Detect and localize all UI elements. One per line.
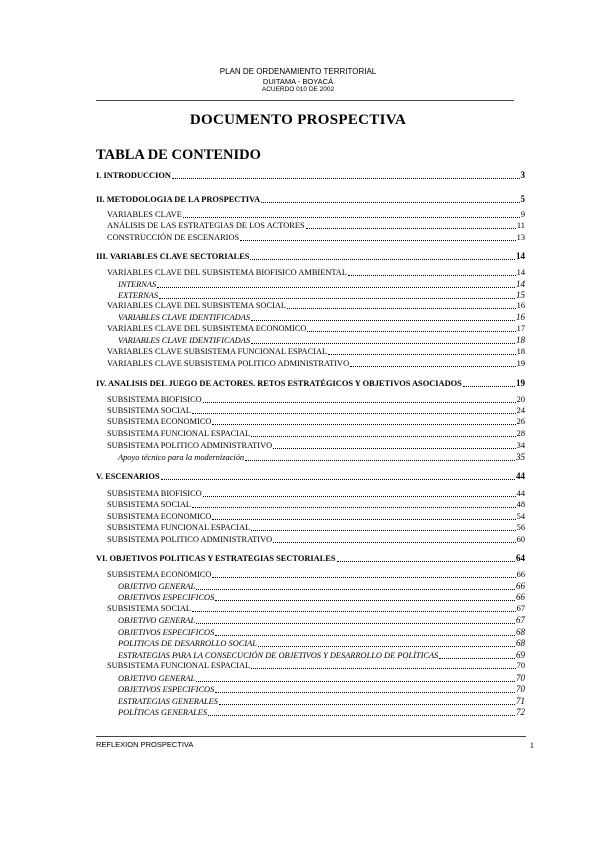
- toc-entry-label: VARIABLES CLAVE SUBSISTEMA FUNCIONAL ESPACIAL: [107, 347, 328, 356]
- toc-leader-dots: [250, 258, 515, 260]
- toc-entry-page: 67: [516, 604, 525, 613]
- toc-entry[interactable]: [107, 524, 525, 532]
- toc-leader-dots: [212, 576, 515, 578]
- toc-entry-label: SUBSISTEMA SOCIAL: [107, 500, 191, 509]
- toc-entry-label: Apoyo técnico para la modernización: [118, 453, 245, 462]
- toc-entry-page: 9: [520, 210, 525, 219]
- toc-entry-label: SUBSISTEMA POLITICO ADMINISTRATIVO: [107, 535, 273, 544]
- toc-leader-dots: [258, 645, 515, 647]
- toc-entry-label: VARIABLES CLAVE SUBSISTEMA POLITICO ADMINISTRATIVO: [107, 359, 350, 368]
- toc-entry-label: OBJETIVOS ESPECIFICOS: [118, 593, 215, 602]
- toc-entry[interactable]: [118, 313, 525, 322]
- toc-entry[interactable]: [118, 685, 525, 694]
- toc-entry-page: 24: [516, 406, 525, 415]
- toc-entry-label: EXTERNAS: [118, 291, 159, 300]
- toc-entry-label: III. VARIABLES CLAVE SECTORIALES: [96, 252, 250, 261]
- toc-entry-page: 20: [516, 395, 525, 404]
- toc-entry[interactable]: [118, 280, 525, 289]
- toc-leader-dots: [203, 495, 516, 497]
- toc-entry-label: II. METODOLOGIA DE LA PROSPECTIVA: [96, 195, 261, 204]
- toc-entry[interactable]: [107, 513, 525, 521]
- toc-entry[interactable]: [107, 442, 525, 450]
- toc-leader-dots: [212, 518, 515, 520]
- toc-entry-page: 15: [516, 290, 525, 300]
- toc-entry-page: 14: [516, 279, 525, 289]
- toc-entry-page: 17: [516, 324, 525, 333]
- toc-entry[interactable]: [118, 582, 525, 591]
- toc-leader-dots: [219, 703, 515, 705]
- toc-entry[interactable]: [118, 639, 525, 648]
- toc-leader-dots: [215, 599, 515, 601]
- toc-entry-label: SUBSISTEMA ECONOMICO: [107, 417, 212, 426]
- toc-entry[interactable]: [107, 571, 525, 579]
- toc-entry-page: 11: [516, 221, 525, 230]
- toc-leader-dots: [172, 177, 520, 179]
- toc-entry-label: VARIABLES CLAVE: [107, 210, 182, 219]
- toc-leader-dots: [251, 435, 515, 437]
- toc-entry-page: 13: [516, 233, 525, 242]
- toc-entry-page: 70: [516, 673, 525, 683]
- toc-entry-page: 18: [516, 347, 525, 356]
- toc-leader-dots: [245, 459, 515, 461]
- toc-entry-label: SUBSISTEMA FUNCIONAL ESPACIAL: [107, 661, 251, 670]
- toc-entry-label: VARIABLES CLAVE DEL SUBSISTEMA ECONOMICO: [107, 324, 307, 333]
- toc-entry-page: 56: [516, 523, 525, 532]
- toc-entry-page: 14: [516, 268, 525, 277]
- toc-leader-dots: [251, 529, 515, 531]
- toc-entry-page: 68: [516, 627, 525, 637]
- toc-entry[interactable]: [96, 195, 525, 204]
- toc-entry-page: 44: [516, 489, 525, 498]
- toc-leader-dots: [307, 330, 515, 332]
- toc-entry-page: 35: [516, 452, 525, 462]
- toc-leader-dots: [273, 541, 515, 543]
- toc-entry[interactable]: [107, 222, 525, 230]
- toc-entry[interactable]: [107, 407, 525, 415]
- toc-leader-dots: [240, 239, 515, 241]
- toc-entry-label: VARIABLES CLAVE DEL SUBSISTEMA SOCIAL: [107, 301, 286, 310]
- toc-leader-dots: [337, 560, 515, 562]
- toc-entry-page: 19: [516, 378, 525, 388]
- toc-leader-dots: [192, 610, 516, 612]
- toc-entry[interactable]: [107, 536, 525, 544]
- toc-entry[interactable]: [107, 211, 525, 219]
- toc-entry-label: SUBSISTEMA BIOFISICO: [107, 489, 202, 498]
- footer-divider: [96, 736, 526, 737]
- toc-entry[interactable]: [107, 501, 525, 509]
- header-location: DUITAMA - BOYACÁ: [262, 77, 334, 86]
- toc-entry-page: 67: [516, 615, 525, 625]
- toc-entry-page: 54: [516, 512, 525, 521]
- toc-leader-dots: [212, 423, 515, 425]
- toc-leader-dots: [306, 227, 516, 229]
- toc-entry-page: 72: [516, 707, 525, 717]
- toc-entry-label: VARIABLES CLAVE IDENTIFICADAS: [118, 336, 251, 345]
- header-agreement: ACUERDO 010 DE 2002: [261, 86, 335, 93]
- toc-entry-label: V. ESCENARIOS: [96, 472, 160, 481]
- toc-entry-label: I. INTRODUCCION: [96, 171, 171, 180]
- toc-entry-label: SUBSISTEMA ECONOMICO: [107, 512, 212, 521]
- toc-entry-page: 16: [516, 301, 525, 310]
- toc-entry-page: 60: [516, 535, 525, 544]
- toc-entry-page: 26: [516, 417, 525, 426]
- toc-entry-page: 5: [520, 194, 525, 204]
- toc-entry-label: SUBSISTEMA SOCIAL: [107, 604, 191, 613]
- toc-entry[interactable]: [118, 593, 525, 602]
- toc-entry[interactable]: [107, 490, 525, 498]
- toc-entry-label: VI. OBJETIVOS POLITICAS Y ESTRATEGIAS SECTORIALES: [96, 554, 336, 563]
- footer-section-label: REFLEXION PROSPECTIVA: [96, 740, 194, 749]
- toc-entry[interactable]: [96, 171, 525, 180]
- toc-entry[interactable]: [118, 708, 525, 717]
- toc-leader-dots: [261, 201, 519, 203]
- toc-leader-dots: [203, 401, 516, 403]
- toc-leader-dots: [215, 634, 515, 636]
- toc-entry-page: 64: [516, 553, 525, 563]
- toc-entry[interactable]: [118, 336, 525, 345]
- toc-leader-dots: [157, 286, 515, 288]
- toc-leader-dots: [273, 447, 515, 449]
- toc-entry-label: SUBSISTEMA POLITICO ADMINISTRATIVO: [107, 441, 273, 450]
- toc-entry-page: 3: [520, 170, 525, 180]
- toc-entry[interactable]: [118, 628, 525, 637]
- toc-leader-dots: [192, 506, 516, 508]
- toc-entry-label: INTERNAS: [118, 280, 157, 289]
- toc-leader-dots: [215, 691, 515, 693]
- toc-entry-page: 70: [516, 661, 525, 670]
- toc-leader-dots: [348, 274, 516, 276]
- toc-entry[interactable]: [96, 252, 525, 261]
- toc-entry[interactable]: [107, 396, 525, 404]
- toc-leader-dots: [251, 342, 515, 344]
- toc-entry-label: OBJETIVO GENERAL: [118, 674, 196, 683]
- toc-entry[interactable]: [118, 453, 525, 462]
- toc-entry[interactable]: [96, 554, 525, 563]
- toc-entry[interactable]: [118, 697, 525, 706]
- toc-entry[interactable]: [107, 234, 525, 242]
- toc-entry-label: SUBSISTEMA BIOFISICO: [107, 395, 202, 404]
- toc-entry-label: OBJETIVO GENERAL: [118, 616, 196, 625]
- toc-leader-dots: [287, 307, 516, 309]
- toc-leader-dots: [196, 588, 515, 590]
- toc-leader-dots: [183, 216, 520, 218]
- toc-heading: TABLA DE CONTENIDO: [96, 147, 261, 163]
- toc-entry[interactable]: [107, 269, 525, 277]
- toc-entry[interactable]: [107, 360, 525, 368]
- toc-entry-label: CONSTRUCCIÓN DE ESCENARIOS: [107, 233, 240, 242]
- toc-entry-page: 16: [516, 312, 525, 322]
- toc-entry[interactable]: [107, 302, 525, 310]
- footer-page-number: 1: [529, 740, 534, 750]
- toc-entry-label: SUBSISTEMA FUNCIONAL ESPACIAL: [107, 523, 251, 532]
- toc-entry-page: 71: [516, 696, 525, 706]
- toc-leader-dots: [196, 680, 515, 682]
- header-plan-title: PLAN DE ORDENAMIENTO TERRITORIAL: [219, 67, 377, 76]
- toc-entry-label: ANÁLISIS DE LAS ESTRATEGIAS DE LOS ACTORES: [107, 221, 305, 230]
- toc-entry[interactable]: [118, 291, 525, 300]
- toc-entry-label: ESTRATEGIAS PARA LA CONSECUCIÓN DE OBJETIVOS Y DESARROLLO DE POLÍTICAS: [118, 651, 439, 660]
- toc-entry[interactable]: [118, 616, 525, 625]
- document-title: DOCUMENTO PROSPECTIVA: [189, 112, 407, 128]
- toc-entry[interactable]: [107, 418, 525, 426]
- toc-entry-page: 69: [516, 650, 525, 660]
- toc-entry-page: 19: [516, 359, 525, 368]
- toc-entry-label: OBJETIVO GENERAL: [118, 582, 196, 591]
- toc-leader-dots: [328, 353, 516, 355]
- toc-entry-label: SUBSISTEMA FUNCIONAL ESPACIAL: [107, 429, 251, 438]
- toc-entry[interactable]: [96, 379, 525, 388]
- toc-entry-page: 70: [516, 684, 525, 694]
- toc-entry-label: SUBSISTEMA ECONOMICO: [107, 570, 212, 579]
- toc-entry[interactable]: [107, 430, 525, 438]
- toc-entry-label: POLITICAS DE DESARROLLO SOCIAL: [118, 639, 257, 648]
- toc-entry-page: 44: [516, 471, 525, 481]
- toc-leader-dots: [251, 667, 515, 669]
- toc-entry[interactable]: [107, 605, 525, 613]
- toc-leader-dots: [350, 365, 516, 367]
- toc-entry-page: 66: [516, 581, 525, 591]
- toc-leader-dots: [208, 714, 515, 716]
- toc-leader-dots: [159, 297, 515, 299]
- toc-entry-label: OBJETIVOS ESPECIFICOS: [118, 628, 215, 637]
- toc-leader-dots: [196, 622, 515, 624]
- toc-leader-dots: [251, 319, 515, 321]
- toc-entry-page: 48: [516, 500, 525, 509]
- toc-entry-page: 28: [516, 429, 525, 438]
- toc-entry-page: 66: [516, 570, 525, 579]
- toc-entry[interactable]: [118, 651, 525, 660]
- toc-entry-label: VARIABLES CLAVE IDENTIFICADAS: [118, 313, 251, 322]
- toc-leader-dots: [439, 657, 515, 659]
- toc-entry-label: VARIABLES CLAVE DEL SUBSISTEMA BIOFISICO AMBIENTAL: [107, 268, 347, 277]
- toc-entry-page: 66: [516, 592, 525, 602]
- toc-entry[interactable]: [107, 662, 525, 670]
- toc-leader-dots: [463, 385, 515, 387]
- toc-entry-page: 18: [516, 335, 525, 345]
- toc-entry-label: ESTRATEGIAS GENERALES: [118, 697, 218, 706]
- toc-entry[interactable]: [107, 325, 525, 333]
- toc-entry-label: SUBSISTEMA SOCIAL: [107, 406, 191, 415]
- toc-leader-dots: [161, 478, 515, 480]
- toc-entry-label: POLÍTICAS GENERALES: [118, 708, 208, 717]
- toc-entry[interactable]: [107, 348, 525, 356]
- toc-entry-label: OBJETIVOS ESPECIFICOS: [118, 685, 215, 694]
- toc-entry[interactable]: [118, 674, 525, 683]
- toc-entry[interactable]: [96, 472, 525, 481]
- toc-leader-dots: [192, 412, 516, 414]
- toc-entry-page: 34: [516, 441, 525, 450]
- toc-entry-label: IV. ANALISIS DEL JUEGO DE ACTORES. RETOS ESTRATÉGICOS Y OBJETIVOS ASOCIADOS: [96, 379, 462, 388]
- toc-entry-page: 14: [516, 251, 525, 261]
- toc-entry-page: 68: [516, 638, 525, 648]
